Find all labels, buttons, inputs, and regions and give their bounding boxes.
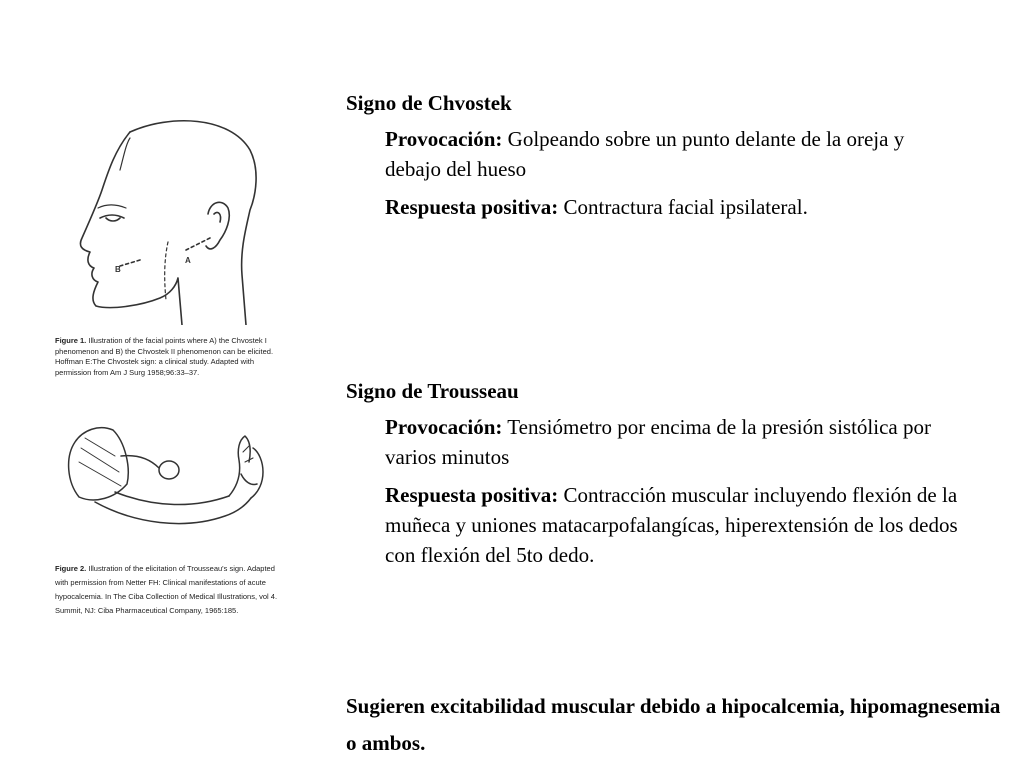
trousseau-response-label: Respuesta positiva: <box>385 483 559 507</box>
pump-bulb <box>159 461 179 479</box>
figure-2-caption-title: Figure 2. <box>55 564 87 573</box>
figure-1-caption-body: Illustration of the facial points where A) the Chvostek I phenomenon and B) the Chvostek II phenomenon can be elicited. Hoffman E:The Chvostek sign: a clinical study. Adapted with permission from Am J Surg 1958;96:33–37. <box>55 336 274 377</box>
chvostek-provocation-label: Provocación: <box>385 127 503 151</box>
forearm <box>95 492 251 524</box>
figure-2-trousseau-illustration <box>55 412 285 547</box>
trousseau-response-text: Contracción muscular incluyendo flexión de la muñeca y uniones matacarpofalangícas, hiperextensión de los dedos con flexión del 5to dedo. <box>385 483 958 567</box>
chvostek-title: Signo de Chvostek <box>346 91 512 115</box>
head-outline <box>130 121 256 325</box>
trousseau-provocation <box>385 412 945 472</box>
chvostek-response <box>385 192 985 222</box>
trousseau-title: Signo de Trousseau <box>346 379 519 403</box>
figure-1-caption-title: Figure 1. <box>55 336 87 345</box>
ear <box>206 202 229 249</box>
hand <box>229 436 263 498</box>
chvostek-response-label: Respuesta positiva: <box>385 195 559 219</box>
face-profile <box>80 132 182 325</box>
figure-1-chvostek-illustration <box>60 110 290 325</box>
figure-1-caption <box>55 336 287 378</box>
label-a: A <box>185 256 191 265</box>
trousseau-provocation-label: Provocación: <box>385 415 503 439</box>
figure-2-caption <box>55 562 287 618</box>
chvostek-provocation <box>385 124 950 184</box>
figure-2-caption-body: Illustration of the elicitation of Trousseau's sign. Adapted with permission from Netter FH: Clinical manifestations of acute hypocalcemia. In The Ciba Collection of Medical Illustrations, vol 4. Summit, NJ: Ciba Pharmaceutical Company, 1965:185. <box>55 564 278 615</box>
chvostek-provocation-text: Golpeando sobre un punto delante de la oreja y debajo del hueso <box>385 127 905 181</box>
chvostek-response-text: Contractura facial ipsilateral. <box>563 195 808 219</box>
trousseau-response <box>385 480 975 570</box>
eye <box>100 215 124 221</box>
cuff <box>69 428 129 500</box>
trousseau-provocation-text: Tensiómetro por encima de la presión sistólica por varios minutos <box>385 415 931 469</box>
label-b: B <box>115 265 121 274</box>
conclusion-text: Sugieren excitabilidad muscular debido a hipocalcemia, hipomagnesemia o ambos. <box>346 694 1001 755</box>
